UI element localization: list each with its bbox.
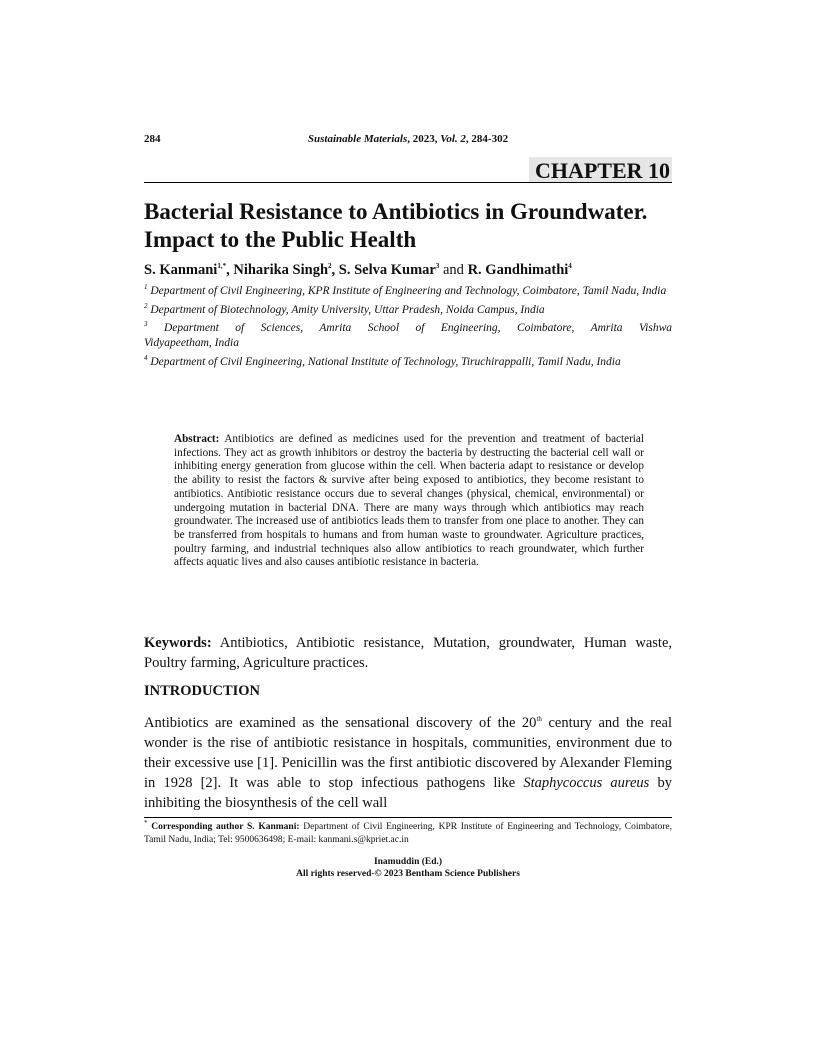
author-name: S. Selva Kumar (338, 262, 436, 278)
introduction-paragraph: Antibiotics are examined as the sensational discovery of the 20th century and the real wonder is the rise of antibiotic resistance in hospitals, communities, environment due to their excessive use [1]. Penicillin was the first antibiotic discovered by Alexander Fleming in 1928 [2]. It was able to stop infectious pathogens like Staphycoccus aureus by inhibiting the biosynthesis of the cell wall (144, 715, 672, 811)
journal-volume: Vol. 2 (440, 133, 466, 145)
author-affil-mark: 2 (328, 262, 332, 271)
footnote-text: Department of Civil Engineering, KPR Institute of Engineering and Technology, Coimbatore, Tamil Nadu, India; Tel: 9500636498; E-mail: kanmani.s@kpriet.ac.in (144, 822, 673, 845)
journal-year: , 2023, (407, 133, 441, 145)
abstract (174, 433, 644, 570)
affiliation: $^2$ Department of Biotechnology, Amity University, Uttar Pradesh, Noida Campus, India (144, 301, 545, 316)
author-affil-mark: 1,* (217, 262, 227, 271)
affiliation: $^4$ Department of Civil Engineering, National Institute of Technology, Tiruchirappalli, Tamil Nadu, India (144, 353, 621, 368)
abstract-label: Abstract: (174, 433, 220, 445)
running-head (0, 133, 816, 145)
journal-pages: , 284-302 (465, 133, 509, 145)
affiliation: $^1$ Department of Civil Engineering, KPR Institute of Engineering and Technology, Coimbatore, Tamil Nadu, India (144, 283, 667, 297)
keywords (144, 633, 672, 673)
author-name: R. Gandhimathi (467, 262, 569, 278)
editor-credit: Inamuddin (Ed.) (373, 857, 443, 867)
affiliation: $^3$ Department of Sciences, Amrita School of Engineering, Coimbatore, Amrita Vishwa Vidyapeetham, India (144, 320, 672, 349)
footnote-rule (144, 817, 672, 818)
author-name: Niharika Singh (233, 262, 329, 278)
page-number: 284 (144, 133, 161, 145)
species-name: Staphycoccus aureus (523, 775, 650, 791)
copyright: All rights reserved-© 2023 Bentham Science Publishers (296, 869, 520, 879)
keywords-text: Antibiotics, Antibiotic resistance, Mutation, groundwater, Human waste, Poultry farming, Agriculture practices. (144, 635, 673, 671)
abstract-text: Antibiotics are defined as medicines used for the prevention and treatment of bacterial infections. They act as growth inhibitors or destroy the bacteria by destructing the bacterial cell wall or inhibiting energy generation from glucose within the cell. When bacteria adapt to resistance or develop the ability to resist the factors & survive after being exposed to antibiotics, they become resistant to antibiotics. Antibiotic resistance occurs due to several changes (physical, chemical, environmental) or undergoing mutation in bacterial DNA. There are many ways through which antibiotics may reach groundwater. The increased use of antibiotics leads them to transfer from one place to another. They can be transferred from hospitals to humans and from human waste to groundwater. Agriculture practices, poultry farming, and industrial techniques also allow antibiotics to reach groundwater, which further affects aquatic lives and also causes antibiotic resistance in bacteria. (174, 433, 644, 569)
section-heading: INTRODUCTION (144, 683, 261, 699)
keywords-label: Keywords: (144, 635, 212, 651)
author-affil-mark: 4 (568, 262, 572, 271)
footnote-label: Corresponding author S. Kanmani: (151, 822, 300, 832)
article-title: Bacterial Resistance to Antibiotics in Groundwater. Impact to the Public Health (144, 199, 648, 252)
journal-name: Sustainable Materials (307, 133, 408, 145)
chapter-label: CHAPTER 10 (529, 157, 672, 183)
author-list: S. Kanmani$^{1,*}$, Niharika Singh$^2$, S. Selva Kumar$^3$ and R. Gandhimathi$^4$ (144, 262, 572, 278)
header-rule (144, 182, 672, 183)
author-name: S. Kanmani (144, 262, 218, 278)
footnote: * Corresponding author S. Kanmani: Department of Civil Engineering, KPR Institute of Engineering and Technology, Coimbatore, Tamil Nadu, India; Tel: 9500636498; E-mail: kanmani.s@kpriet.ac.in (144, 818, 673, 845)
author-affil-mark: 3 (435, 262, 440, 271)
affiliation-list (144, 284, 672, 373)
